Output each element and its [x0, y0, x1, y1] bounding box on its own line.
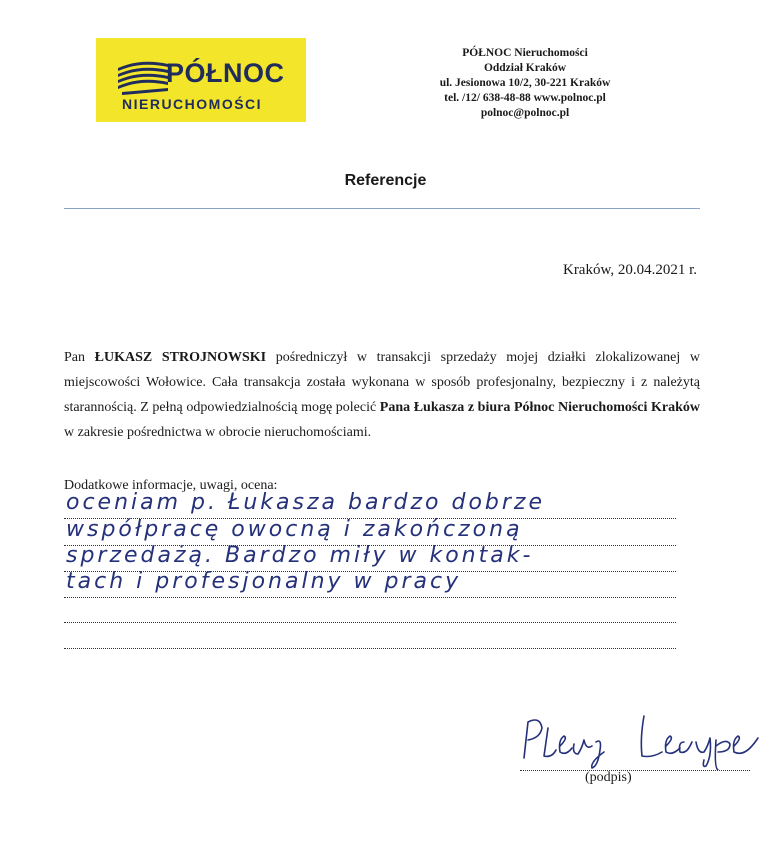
signature-line — [520, 770, 750, 771]
company-address-block — [400, 46, 650, 121]
additional-info-label: Dodatkowe informacje, uwagi, ocena: — [64, 478, 278, 493]
signature-label: (podpis) — [585, 770, 632, 785]
handwritten-line: oceniam p. Łukasza bardzo dobrze — [66, 490, 545, 515]
agent-name: ŁUKASZ STROJNOWSKI — [94, 350, 267, 365]
company-contact: tel. /12/ 638-48-88 www.polnoc.pl — [444, 92, 606, 104]
handwritten-line: sprzedażą. Bardzo miły w kontak- — [66, 543, 534, 568]
title-divider — [64, 208, 700, 209]
document-title: Referencje — [344, 172, 427, 189]
recommended-agent: Pana Łukasza z biura Północ Nieruchomości Kraków — [379, 400, 700, 415]
logo-title: PÓŁNOC — [166, 58, 285, 88]
company-name: PÓŁNOC Nieruchomości — [462, 47, 588, 59]
logo-subtitle: NIERUCHOMOŚCI — [122, 96, 263, 112]
company-address: ul. Jesionowa 10/2, 30-221 Kraków — [439, 77, 611, 89]
company-logo — [96, 38, 306, 122]
reference-paragraph — [64, 345, 700, 445]
body-text-2: pośredniczył w transakcji sprzedaży mojej działki zlokalizowanej w miejscowości Wołowice. Cała transakcja została wykonana w sposób profesjonalny, bezpieczny i z należytą starannością. Z pełną odpowiedzialnością mogę polecić — [64, 350, 701, 415]
company-branch: Oddział Kraków — [483, 62, 567, 74]
dotted-line — [64, 622, 676, 623]
handwritten-line: tach i profesjonalny w pracy — [66, 569, 462, 594]
dotted-line — [64, 597, 676, 598]
document-date: Kraków, 20.04.2021 r. — [562, 262, 697, 278]
handwritten-line: współpracę owocną i zakończoną — [66, 517, 523, 542]
reference-body — [64, 345, 700, 445]
body-text-3: w zakresie pośrednictwa w obrocie nieruchomościami. — [64, 425, 372, 440]
company-email: polnoc@polnoc.pl — [480, 107, 570, 119]
body-text-1: Pan — [64, 350, 95, 365]
dotted-line — [64, 648, 676, 649]
signature-image — [512, 708, 767, 770]
